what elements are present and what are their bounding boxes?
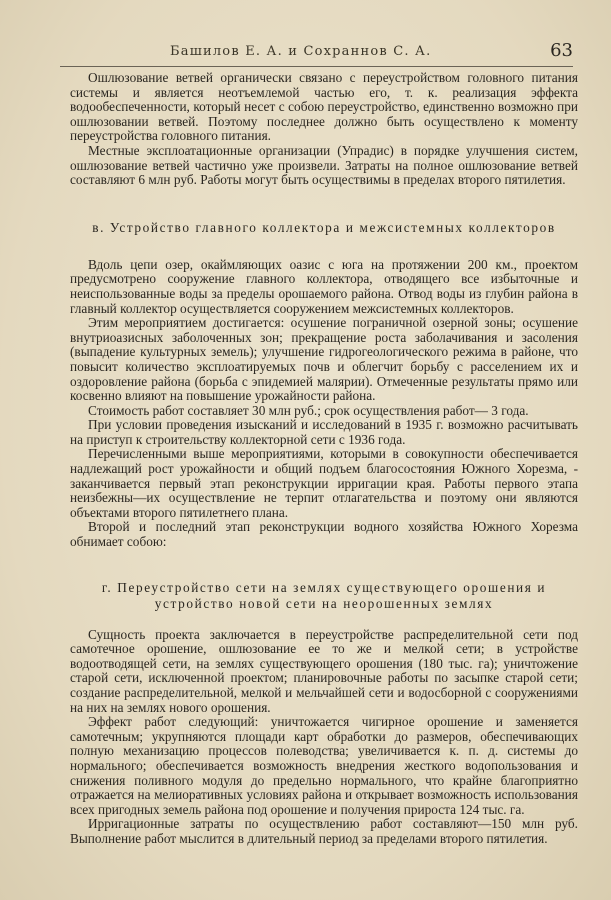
paragraph: Этим мероприятием достигается: осушение пограничной озерной зоны; осушение внутриоазисных заболоченных зон; прекращение роста заболачивания и засоления (выпадение культурных земель); улучшение гидрогеологического режима в районе, что повысит количество эксплоатируемых почв и облегчит борьбу с расселением их и оздоровление района (борьба с эпидемией малярии). Отмеченные результаты прямо или косвенно влияют на повышение урожайности района. bbox=[70, 315, 578, 404]
paragraph: Ирригационные затраты по осуществлению работ составляют—150 млн руб. Выполнение работ мыслится в длительный период за пределами второго пятилетия. bbox=[70, 816, 578, 846]
page-number: 63 bbox=[550, 40, 573, 61]
section-heading-g: г. Переустройство сети на землях существующего орошения и устройство новой сети на неорошенных землях bbox=[101, 579, 547, 611]
paragraph: Второй и последний этап реконструкции водного хозяйства Южного Хорезма обнимает собою: bbox=[70, 519, 578, 550]
paragraph: Стоимость работ составляет 30 млн руб.; срок осуществления работ— 3 года. bbox=[88, 402, 529, 418]
paragraph: Ошлюзование ветвей органически связано с переустройством головного питания системы и является неотъемлемой частью его, т. к. реализация эффекта водообеспеченности, который несет с собою переустройство, единственно возможно при ошлюзовании ветвей. Поэтому последнее должно быть осуществлено к моменту переустройства головного питания. bbox=[70, 70, 578, 144]
paragraph: При условии проведения изысканий и иcследований в 1935 г. возможно расчитывать на приступ к строительству коллекторной сети с 1936 года. bbox=[70, 417, 578, 447]
page-header bbox=[60, 40, 573, 67]
paragraph: Сущность проекта заключается в переустройстве распределительной сети под самотечное орошение, ошлюзование ее то же и мелкой сети; в устройстве водоотводящей сети, на землях существующего орошения (180 тыс. га); уничтожение старой сети, исключенной проектом; планировочные работы по засыпке старой сети; создание распределительной, мелкой и мельчайшей сети и водосборной с сооружениями на них на землях нового орошения. bbox=[70, 626, 578, 715]
section-heading-b: в. Устройство главного коллектора и межсистемных коллекторов bbox=[92, 219, 556, 235]
paragraph: Местные эксплоатационные организации (Упрадис) в порядке улучшения систем, ошлюзование ветвей частично уже произвели. Затраты на полное ошлюзование ветвей составляют 6 млн руб. Работы могут быть осуществимы в пределах второго пятилетия. bbox=[70, 142, 578, 188]
running-head: Башилов Е. А. и Сохраннов С. А. bbox=[170, 44, 432, 59]
page-body bbox=[70, 71, 578, 847]
paragraph: Вдоль цепи озер, окаймляющих оазис с юга на протяжении 200 км., проектом предусмотрено сооружение главного коллектора, отводящего все избыточные и неиспользованные воды за пределы орошаемого района. Отвод воды из глубин района в главный коллектор осуществляется сооружением межсистемных коллекторов. bbox=[70, 256, 578, 316]
paragraph: Эффект работ следующий: уничтожается чигирное орошение и заменяется самотечным; укрупняются площади карт обработки до размеров, обеспечивающих полную механизацию процессов полеводства; увеличивается к. п. д. системы до нормального; обеспечивается возможность внедрения жесткого водопользования и снижения поливного модуля до предельно нормального, что крайне благоприятно отражается на мелиоративных условиях района и открывает возможность использования всех пригодных земель района под орошение и получения прироста 124 тыс. га. bbox=[70, 714, 578, 817]
paragraph: Перечисленными выше мероприятиями, которыми в совокупности обеспечивается надлежащий рост урожайности и общий подъем благосостояния Южного Хорезма, - заканчивается первый этап реконструкции ирригации края. Работы первого этапа неизбежны—их осуществление не терпит отлагательства и поэтому они являются объектами второго пятилетнего плана. bbox=[70, 446, 578, 520]
